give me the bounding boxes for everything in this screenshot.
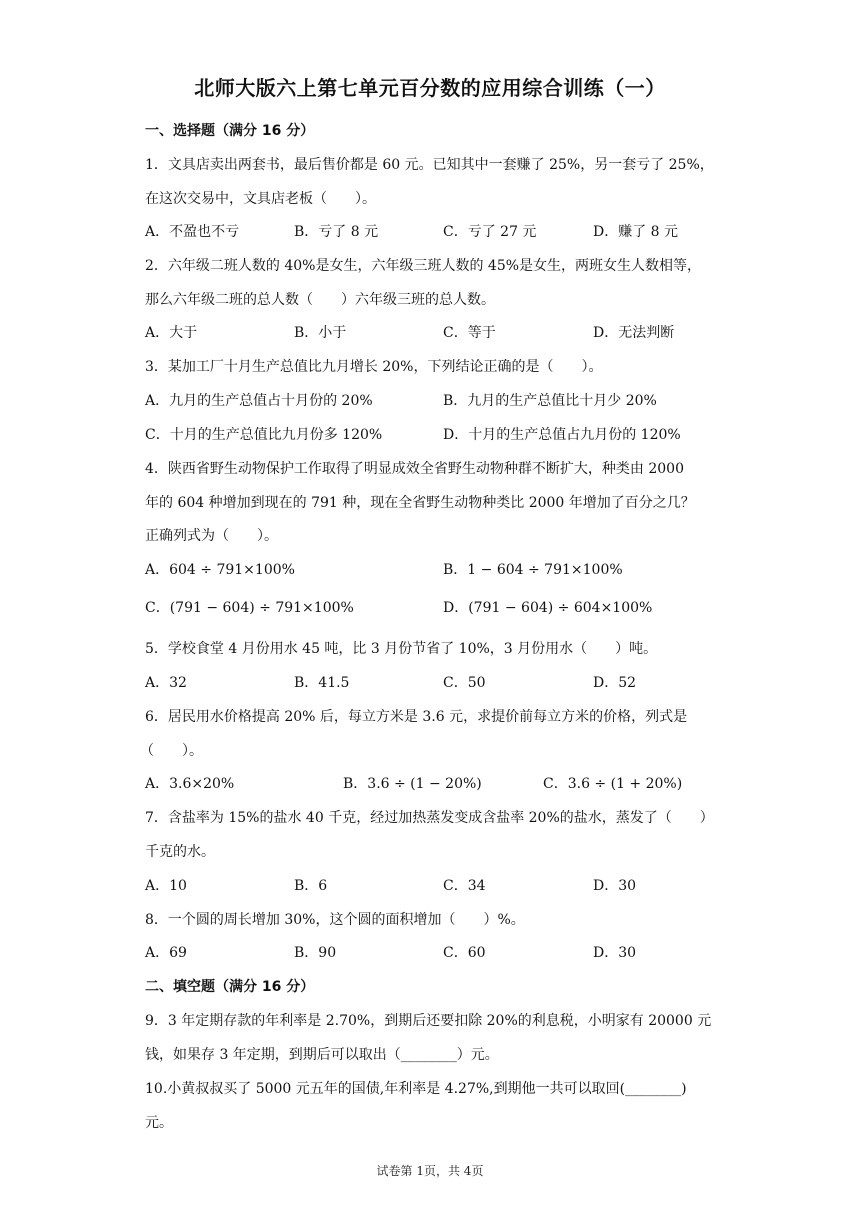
question-10-line-1: 10.小黄叔叔买了 5000 元五年的国债,年利率是 4.27%,到期他一共可以取回(________) bbox=[145, 1081, 687, 1097]
page-footer: 试卷第 1页，共 4页 bbox=[376, 1164, 484, 1178]
question-10-line-2: 元。 bbox=[145, 1115, 173, 1131]
question-4-option-b: B．1 − 604 ÷ 791×100% bbox=[443, 562, 623, 578]
question-1-line-2: 在这次交易中，文具店老板（ ）。 bbox=[145, 191, 376, 207]
question-3-option-b: B．九月的生产总值比十月少 20% bbox=[443, 393, 657, 409]
section-heading-fill: 二、填空题（满分 16 分） bbox=[145, 979, 315, 995]
question-8-option-a: A．69 bbox=[145, 945, 187, 961]
question-8-line-1: 8．一个圆的周长增加 30%，这个圆的面积增加（ ）%。 bbox=[145, 912, 525, 928]
question-1-option-d: D．赚了 8 元 bbox=[593, 224, 679, 240]
question-1-option-a: A．不盈也不亏 bbox=[145, 224, 240, 240]
question-5-option-d: D．52 bbox=[593, 675, 637, 691]
question-7-line-1: 7．含盐率为 15%的盐水 40 千克，经过加热蒸发变成含盐率 20%的盐水，蒸发了（ ） bbox=[145, 810, 714, 826]
question-5-line-1: 5．学校食堂 4 月份用水 45 吨，比 3 月份节省了 10%，3 月份用水（ ）吨。 bbox=[145, 641, 658, 657]
question-4-line-1: 4．陕西省野生动物保护工作取得了明显成效全省野生动物种群不断扩大，种类由 2000 bbox=[145, 461, 684, 477]
question-4-option-d: D．(791 − 604) ÷ 604×100% bbox=[443, 600, 653, 616]
question-5-option-c: C．50 bbox=[443, 675, 486, 691]
question-6-line-1: 6．居民用水价格提高 20% 后，每立方米是 3.6 元，求提价前每立方米的价格，列式是 bbox=[145, 709, 688, 725]
question-6-option-c: C．3.6 ÷ (1 + 20%) bbox=[543, 776, 683, 792]
question-2-option-a: A．大于 bbox=[145, 325, 198, 341]
section-heading-choice: 一、选择题（满分 16 分） bbox=[145, 123, 315, 139]
question-3-option-c: C．十月的生产总值比九月份多 120% bbox=[145, 427, 383, 443]
question-7-option-c: C．34 bbox=[443, 878, 486, 894]
question-8-option-d: D．30 bbox=[593, 945, 637, 961]
question-3-option-a: A．九月的生产总值占十月份的 20% bbox=[145, 393, 373, 409]
question-2-option-c: C．等于 bbox=[443, 325, 496, 341]
question-2-line-1: 2．六年级二班人数的 40%是女生，六年级三班人数的 45%是女生，两班女生人数相等， bbox=[145, 258, 702, 274]
question-2-line-2: 那么六年级二班的总人数（ ）六年级三班的总人数。 bbox=[145, 292, 495, 308]
question-8-option-c: C．60 bbox=[443, 945, 486, 961]
question-9-line-1: 9．3 年定期存款的年利率是 2.70%，到期后还要扣除 20%的利息税，小明家有 20000 元 bbox=[145, 1013, 712, 1029]
question-4-option-c: C．(791 − 604) ÷ 791×100% bbox=[145, 600, 354, 616]
question-8-option-b: B．90 bbox=[294, 945, 337, 961]
question-4-line-3: 正确列式为（ ）。 bbox=[145, 528, 278, 544]
question-4-line-2: 年的 604 种增加到现在的 791 种，现在全省野生动物种类比 2000 年增加了百分之几？ bbox=[145, 495, 695, 511]
question-1-line-1: 1．文具店卖出两套书，最后售价都是 60 元。已知其中一套赚了 25%，另一套亏了 25%， bbox=[145, 157, 714, 173]
question-9-line-2: 钱，如果存 3 年定期，到期后可以取出（________）元。 bbox=[145, 1047, 499, 1063]
question-1-option-c: C．亏了 27 元 bbox=[443, 224, 537, 240]
question-7-option-a: A．10 bbox=[145, 878, 187, 894]
question-3-line-1: 3．某加工厂十月生产总值比九月增长 20%，下列结论正确的是（ ）。 bbox=[145, 359, 603, 375]
question-3-option-d: D．十月的生产总值占九月份的 120% bbox=[443, 427, 681, 443]
question-7-option-d: D．30 bbox=[593, 878, 637, 894]
question-6-line-2: （ ）。 bbox=[140, 743, 203, 759]
question-2-option-d: D．无法判断 bbox=[593, 325, 675, 341]
question-6-option-b: B．3.6 ÷ (1 − 20%) bbox=[343, 776, 482, 792]
question-5-option-b: B．41.5 bbox=[294, 675, 350, 691]
question-6-option-a: A．3.6×20% bbox=[145, 776, 235, 792]
question-4-option-a: A．604 ÷ 791×100% bbox=[145, 562, 295, 578]
question-7-option-b: B．6 bbox=[294, 878, 328, 894]
question-1-option-b: B．亏了 8 元 bbox=[294, 224, 379, 240]
page-title: 北师大版六上第七单元百分数的应用综合训练（一） bbox=[194, 76, 666, 100]
question-5-option-a: A．32 bbox=[145, 675, 187, 691]
question-2-option-b: B．小于 bbox=[294, 325, 347, 341]
question-7-line-2: 千克的水。 bbox=[145, 844, 215, 860]
